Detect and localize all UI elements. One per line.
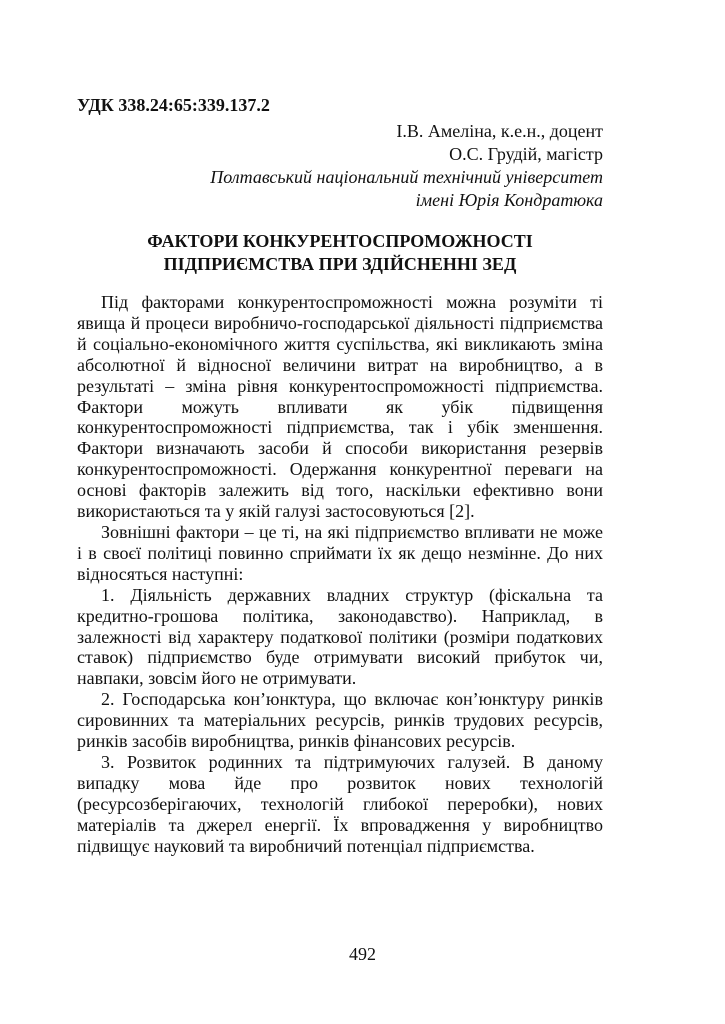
affiliation-line: імені Юрія Кондратюка bbox=[415, 190, 603, 210]
affiliation-line: Полтавський національний технічний університет bbox=[210, 167, 603, 187]
paragraph: Зовнішні фактори – це ті, на які підприємство впливати не може і в своєї політиці повинно сприймати їх як дещо незмінне. До них відносяться наступні: bbox=[77, 521, 603, 584]
author-line: І.В. Амеліна, к.е.н., доцент bbox=[396, 121, 603, 141]
author-line: О.С. Грудій, магістр bbox=[449, 144, 603, 164]
paragraph: 1. Діяльність державних владних структур (фіскальна та кредитно-грошова політика, законодавство). Наприклад, в залежності від характеру податкової політики (розміри податкових ставок) підприємство буде отримувати високий прибуток чи, навпаки, зовсім його не отримувати. bbox=[77, 584, 603, 689]
article-title bbox=[77, 230, 603, 276]
title-line: ФАКТОРИ КОНКУРЕНТОСПРОМОЖНОСТІ bbox=[147, 231, 533, 251]
title-line: ПІДПРИЄМСТВА ПРИ ЗДІЙСНЕННІ ЗЕД bbox=[163, 254, 517, 274]
author-block bbox=[210, 120, 603, 212]
paragraph: Під факторами конкурентоспроможності можна розуміти ті явища й процеси виробничо-господарської діяльності підприємства й соціально-економічного життя суспільства, які викликають зміна абсолютної й відносної величини витрат на виробництво, а в результаті – зміна рівня конкурентоспроможності підприємства. Фактори можуть впливати як убік підвищення конкурентоспроможності підприємства, так і убік зменшення. Фактори визначають засоби й способи використання резервів конкурентоспроможності. Одержання конкурентної переваги на основі факторів залежить від того, наскільки ефективно вони використаються та у якій галузі застосовуються [2]. bbox=[77, 292, 603, 522]
page-number: 492 bbox=[349, 944, 376, 964]
paragraph: 3. Розвиток родинних та підтримуючих галузей. В даному випадку мова йде про розвиток нових технологій (ресурсозберігаючих, технологій глибокої переробки), нових матеріалів та джерел енергії. Їх впровадження у виробництво підвищує науковий та виробничий потенціал підприємства. bbox=[77, 751, 603, 856]
udk-code: УДК 338.24:65:339.137.2 bbox=[77, 95, 270, 115]
article-body bbox=[77, 292, 603, 856]
paragraph: 2. Господарська кон’юнктура, що включає кон’юнктуру ринків сировинних та матеріальних ресурсів, ринків трудових ресурсів, ринків засобів виробництва, ринків фінансових ресурсів. bbox=[77, 689, 603, 752]
